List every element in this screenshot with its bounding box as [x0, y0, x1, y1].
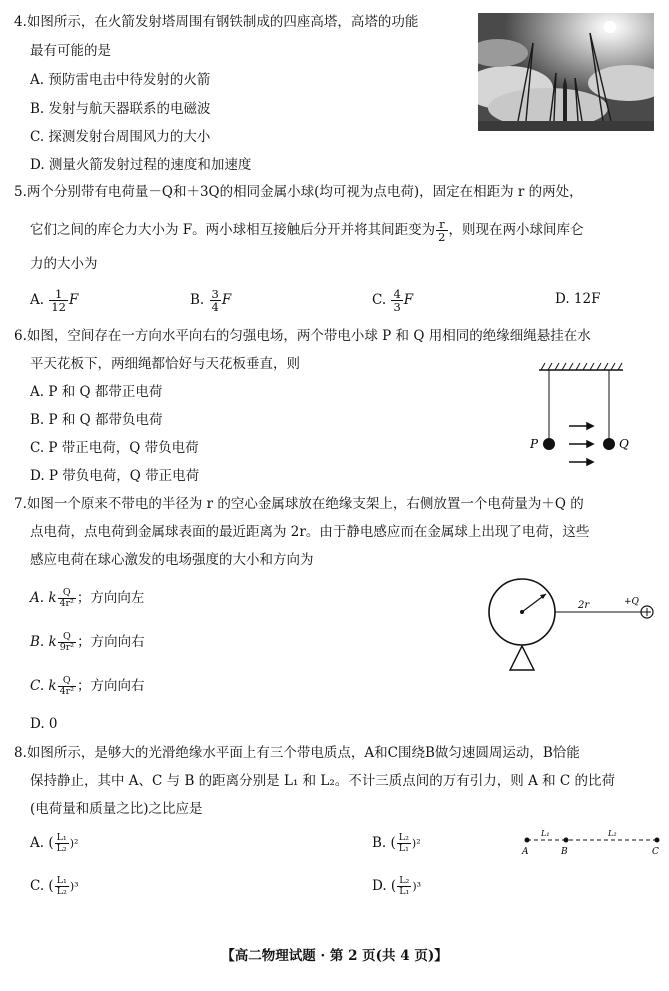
q5-stem-line3: 力的大小为 — [30, 256, 98, 272]
point-a — [525, 838, 530, 843]
q6-pendulum-figure — [525, 362, 645, 472]
q7-option-a: A. k $\frac{Q}{\text{4r²}}$ ；方向向左 — [30, 587, 145, 609]
q6-option-a: A. P 和 Q 都带正电荷 — [30, 384, 163, 400]
label-c: C — [652, 847, 659, 857]
label-l2: L₂ — [608, 829, 617, 838]
q5-option-b: B. $\frac{3}{4}$ F — [190, 287, 232, 314]
q7-option-d: D. 0 — [30, 716, 58, 732]
q6-stem-line2: 平天花板下，两细绳都恰好与天花板垂直，则 — [30, 356, 300, 372]
q4-option-d: D. 测量火箭发射过程的速度和加速度 — [30, 157, 252, 173]
label-p: P — [530, 437, 539, 451]
label-b: B — [561, 847, 568, 857]
q8-option-a: A. ( $\frac{\text{L₁}}{\text{L₂}}$ )² — [30, 832, 79, 854]
q8-stem-line3: (电荷量和质量之比)之比应是 — [30, 801, 203, 817]
q8-option-d: D. ( $\frac{\text{L₂}}{\text{L₁}}$ )³ — [372, 875, 422, 897]
q4-option-b: B. 发射与航天器联系的电磁波 — [30, 101, 211, 117]
field-arrows — [569, 423, 593, 465]
q6-stem-line1: 6.如图，空间存在一方向水平向右的匀强电场，两个带电小球 P 和 Q 用相同的绝缘细绳悬挂在水 — [14, 328, 591, 344]
q4-option-c: C. 探测发射台周围风力的大小 — [30, 129, 211, 145]
label-l1: L₁ — [541, 829, 550, 838]
ceiling-hatch — [541, 363, 622, 370]
q8-option-b: B. ( $\frac{\text{L₂}}{\text{L₁}}$ )² — [372, 832, 421, 854]
q7-option-c: C. k $\frac{Q}{\text{4r²}}$ ；方向向右 — [30, 675, 145, 697]
q6-option-c: C. P 带正电荷，Q 带负电荷 — [30, 440, 199, 456]
q7-stem-line1: 7.如图一个原来不带电的半径为 r 的空心金属球放在绝缘支架上，右侧放置一个电荷量为＋Q 的 — [14, 496, 584, 512]
q4-stem-line1: 4.如图所示，在火箭发射塔周围有钢铁制成的四座高塔，高塔的功能 — [14, 14, 419, 30]
q4-stem-line2: 最有可能的是 — [30, 43, 111, 59]
q8-three-charges-figure — [518, 828, 664, 860]
insulating-stand — [510, 646, 534, 670]
q8-stem-line2: 保持静止，其中 A、C 与 B 的距离分别是 L₁ 和 L₂。不计三质点间的万有引力，则 A 和 C 的比荷 — [30, 773, 616, 789]
ball-p — [543, 438, 555, 450]
q8-stem-line1: 8.如图所示，是够大的光滑绝缘水平面上有三个带电质点，A和C围绕B做匀速圆周运动，B恰能 — [14, 745, 580, 761]
q6-option-b: B. P 和 Q 都带负电荷 — [30, 412, 163, 428]
q7-option-b: B. k $\frac{Q}{\text{9r²}}$ ；方向向右 — [30, 631, 145, 653]
label-q: Q — [619, 437, 629, 451]
page-footer: 【高二物理试题 · 第 2 页(共 4 页)】 — [221, 948, 448, 964]
charge-label: +Q — [624, 597, 639, 607]
q6-option-d: D. P 带负电荷，Q 带正电荷 — [30, 468, 200, 484]
q5-option-a: A. $\frac{1}{12}$ F — [30, 287, 79, 314]
q5-stem-line2: 它们之间的库仑力大小为 F。两小球相互接触后分开并将其间距变为 $\frac{r}{2}$ ，则现在两小球间库仑 — [30, 217, 584, 244]
point-c — [655, 838, 660, 843]
label-a: A — [522, 847, 529, 857]
q5-option-c: C. $\frac{4}{3}$ F — [372, 287, 414, 314]
q8-option-c: C. ( $\frac{\text{L₁}}{\text{L₂}}$ )³ — [30, 875, 79, 897]
q4-option-a: A. 预防雷电击中待发射的火箭 — [30, 72, 211, 88]
q7-stem-line2: 点电荷，点电荷到金属球表面的最近距离为 2r。由于静电感应而在金属球上出现了电荷，这些 — [30, 524, 590, 540]
ball-q — [603, 438, 615, 450]
q7-stem-line3: 感应电荷在球心激发的电场强度的大小和方向为 — [30, 552, 314, 568]
point-b — [564, 838, 569, 843]
q7-metal-sphere-figure — [480, 570, 658, 678]
rocket-launch-tower-photo — [478, 13, 654, 131]
q5-fraction-r-over-2: $\frac{r}{2}$ — [438, 217, 446, 244]
distance-label: 2r — [578, 600, 590, 611]
q5-stem-line1: 5.两个分别带有电荷量－Q和＋3Q的相同金属小球(均可视为点电荷)，固定在相距为 r 的两处， — [14, 184, 583, 200]
q5-option-d: D. 12F — [555, 291, 601, 307]
